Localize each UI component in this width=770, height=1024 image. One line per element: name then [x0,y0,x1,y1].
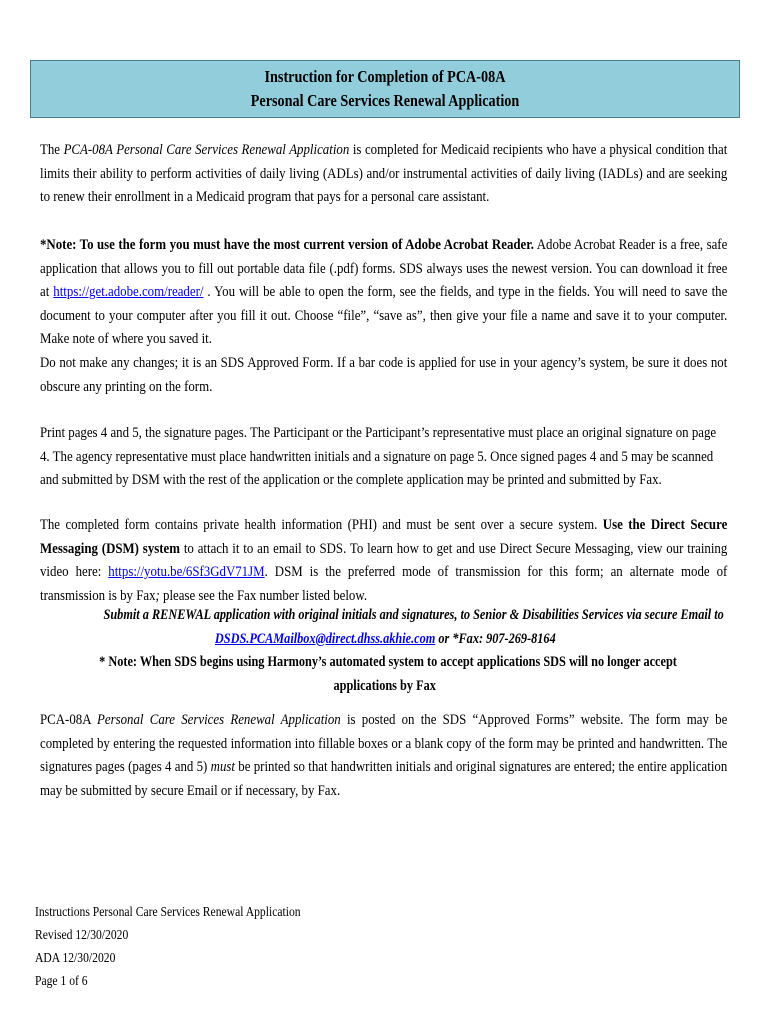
footer-ada: ADA 12/30/2020 [35,951,116,966]
title-line-1: Instruction for Completion of PCA-08A [264,67,506,86]
phi-paragraph [40,514,727,608]
footer-page-number: Page 1 of 6 [35,974,88,989]
adobe-note-bold: *Note: To use the form you must have the most current version of Adobe Acrobat Reader. [40,237,535,253]
phi-text-cont-3: please see the Fax number listed below. [159,587,368,604]
posting-paragraph [40,709,727,803]
posting-text-cont: is posted on the SDS “Approved Forms” website. The form may be completed by entering the requested information into fillable boxes or a blank copy of the form may be printed and handwritten. The signatures pages (pages 4 and 5) [40,712,728,775]
form-title-italic: PCA-08A Personal Care Services Renewal Application [63,142,350,158]
adobe-reader-link[interactable]: https://get.adobe.com/reader/ [53,284,204,300]
intro-text-cont: is completed for Medicaid recipients who have a physical condition that limits their ability to perform activities of daily living (ADLs) and/or instrumental activities of daily living (IADLs) and are seeking to renew their enrollment in a Medicaid program that pays for a personal care assistant. [40,142,728,205]
adobe-note-text: Adobe Acrobat Reader is a free, safe application that allows you to fill out portable data file (.pdf) forms. SDS always uses the newest version. You can download it free at [40,237,728,300]
submit-instruction [40,604,730,651]
harmony-note-line-2: applications by Fax [333,677,437,694]
harmony-note [40,651,730,698]
adobe-note-paragraph [40,234,727,352]
no-changes-paragraph: Do not make any changes; it is an SDS Approved Form. If a bar code is applied for use in your agency’s system, be sure it does not obscure any printing on the form. [40,355,728,395]
adobe-note-text-cont: . You will be able to open the form, see the fields, and type in the fields. You will need to save the document to your computer after you fill it out. Choose “file”, “save as”, then give your file a name and save it to your computer. Make note of where you saved it. [40,284,728,347]
posting-text-cont-2: be printed so that handwritten initials and original signatures are entered; the entire application may be submitted by secure Email or if necessary, by Fax. [40,759,728,799]
title-line-2: Personal Care Services Renewal Application [250,91,520,110]
title-banner [30,60,740,118]
phi-text: The completed form contains private health information (PHI) and must be sent over a secure system. [40,517,603,533]
page-footer [35,901,301,993]
must-italic: must [210,759,235,775]
dsm-bold: Use the Direct Secure Messaging (DSM) system [40,517,728,557]
sds-fax-number: or *Fax: 907-269-8164 [434,630,556,647]
training-video-link[interactable]: https://yotu.be/6Sf3GdV71JM [108,564,265,580]
intro-paragraph [40,139,727,210]
footer-revised: Revised 12/30/2020 [35,928,129,943]
posting-text: PCA-08A [40,712,98,728]
submit-line-1: Submit a RENEWAL application with original initials and signatures, to Senior & Disabilities Services via secure Email to [103,607,724,623]
posting-form-title-italic: Personal Care Services Renewal Application [97,712,341,728]
footer-title: Instructions Personal Care Services Renewal Application [35,905,301,920]
phi-text-cont-2: . DSM is the preferred mode of transmission for this form; an alternate mode of transmission is by Fax [40,564,728,604]
phi-text-cont: to attach it to an email to SDS. To learn how to get and use Direct Secure Messaging, view our training video here: [40,540,728,580]
harmony-note-line-1: * Note: When SDS begins using Harmony’s automated system to accept applications SDS will no longer accept [99,654,677,670]
phi-semicolon: ; [155,587,160,604]
sds-email-link[interactable]: DSDS.PCAMailbox@direct.dhss.akhie.com [214,630,435,647]
intro-text: The [40,142,64,158]
print-pages-paragraph: Print pages 4 and 5, the signature pages. The Participant or the Participant’s representative must place an original signature on page 4. The agency representative must place handwritten initials and a signature on page 5. Once signed pages 4 and 5 may be scanned and submitted by DSM with the rest of the application or the complete application may be printed and submitted by Fax. [40,425,717,488]
